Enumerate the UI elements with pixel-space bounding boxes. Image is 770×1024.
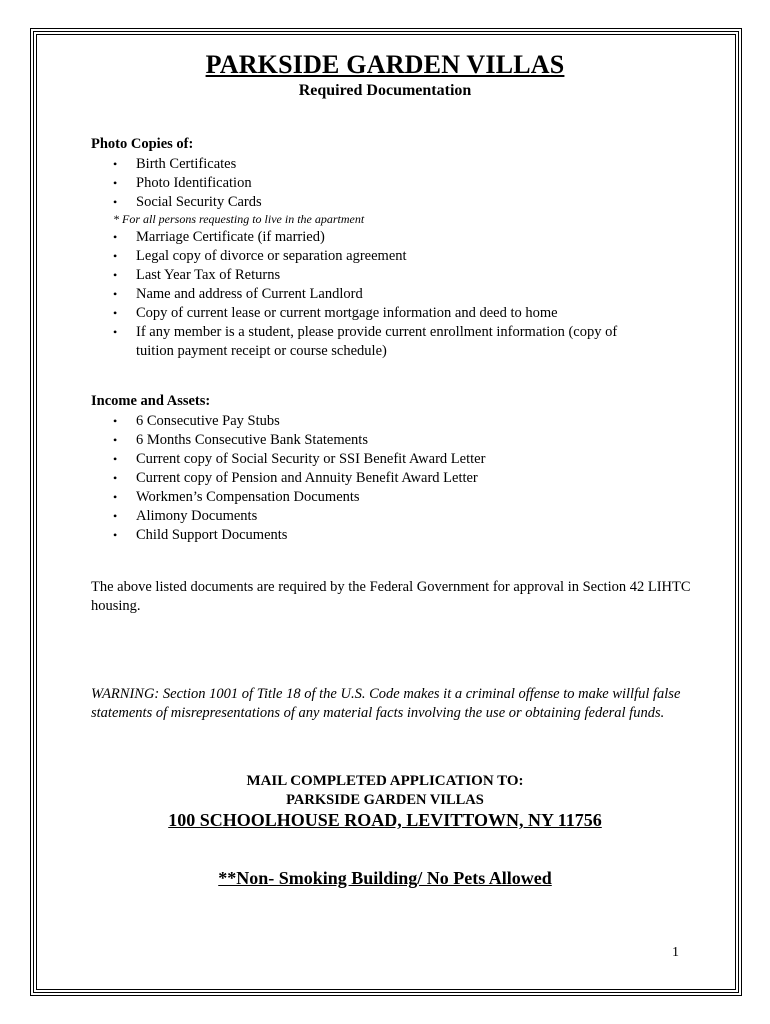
bullet-icon: • [113, 195, 118, 209]
bullet-icon: • [113, 471, 118, 485]
document-subtitle: Required Documentation [298, 82, 472, 99]
bullet-icon: • [113, 414, 118, 428]
list-item: • Workmen’s Compensation Documents [113, 489, 360, 505]
requirement-paragraph: The above listed documents are required by the Federal Government for approval in Section 42 LIHTC housing. [91, 579, 691, 614]
building-policy: **Non- Smoking Building/ No Pets Allowed [218, 868, 552, 888]
photo-copies-heading: Photo Copies of: [91, 136, 194, 152]
list-item: • Birth Certificates [113, 156, 237, 172]
list-item: • Copy of current lease or current mortgage information and deed to home [113, 305, 558, 321]
bullet-icon: • [113, 176, 118, 190]
list-item: • Social Security Cards [113, 194, 262, 210]
bullet-icon: • [113, 433, 118, 447]
photo-copies-list-a [0, 155, 770, 212]
list-item: • Child Support Documents [113, 527, 288, 543]
bullet-icon: • [113, 268, 118, 282]
bullet-icon: • [113, 157, 118, 171]
mail-heading: MAIL COMPLETED APPLICATION TO: [246, 773, 524, 789]
bullet-icon: • [113, 306, 118, 320]
bullet-icon: • [113, 490, 118, 504]
bullet-icon: • [113, 528, 118, 542]
residents-note: * For all persons requesting to live in the apartment [113, 212, 365, 226]
bullet-icon: • [113, 509, 118, 523]
list-item: • If any member is a student, please provide current enrollment information (copy of tuition payment receipt or course schedule) [113, 324, 618, 359]
document-title: PARKSIDE GARDEN VILLAS [205, 50, 565, 79]
warning-paragraph: WARNING: Section 1001 of Title 18 of the U.S. Code makes it a criminal offense to make willful false statements of misrepresentations of any material facts involving the use or obtaining federal funds. [91, 686, 681, 721]
income-assets-heading: Income and Assets: [91, 393, 211, 409]
mail-recipient: PARKSIDE GARDEN VILLAS [286, 792, 484, 808]
mail-address: 100 SCHOOLHOUSE ROAD, LEVITTOWN, NY 11756 [168, 810, 602, 830]
bullet-icon: • [113, 249, 118, 263]
list-item: • Current copy of Social Security or SSI Benefit Award Letter [113, 451, 486, 467]
income-assets-list [0, 412, 770, 545]
list-item: • Name and address of Current Landlord [113, 286, 363, 302]
list-item: • 6 Consecutive Pay Stubs [113, 413, 280, 429]
bullet-icon: • [113, 325, 118, 339]
list-item: • Alimony Documents [113, 508, 258, 524]
page-number: 1 [672, 945, 679, 960]
list-item: • 6 Months Consecutive Bank Statements [113, 432, 368, 448]
list-item: • Marriage Certificate (if married) [113, 229, 325, 245]
bullet-icon: • [113, 230, 118, 244]
bullet-icon: • [113, 287, 118, 301]
list-item: • Legal copy of divorce or separation agreement [113, 248, 407, 264]
list-item: • Last Year Tax of Returns [113, 267, 281, 283]
bullet-icon: • [113, 452, 118, 466]
list-item: • Current copy of Pension and Annuity Benefit Award Letter [113, 470, 478, 486]
photo-copies-list-b [0, 228, 770, 361]
list-item: • Photo Identification [113, 175, 252, 191]
